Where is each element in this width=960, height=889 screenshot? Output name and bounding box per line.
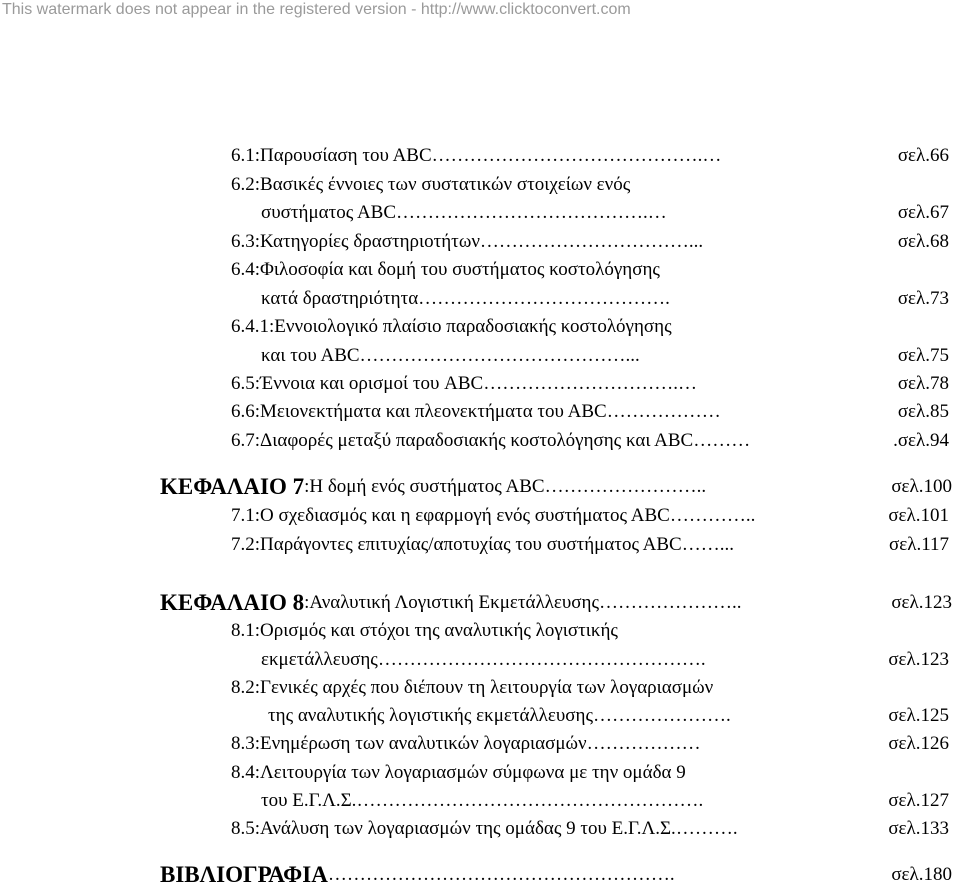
page-number: σελ.125 — [888, 705, 949, 726]
entry-title: 8.3:Ενημέρωση των αναλυτικών λογαριασμών — [231, 733, 587, 754]
toc-entry-6-4-line2[interactable] — [261, 286, 949, 312]
page-number: σελ.101 — [888, 505, 949, 526]
entry-title: 8.2:Γενικές αρχές που διέπουν τη λειτουργία των λογαριασμών — [231, 677, 714, 698]
page-number: σελ.78 — [897, 373, 949, 394]
toc-chapter-8[interactable] — [160, 588, 952, 618]
chapter-title: :Η δομή ενός συστήματος ΑΒC — [304, 476, 545, 497]
leader-dots: ………………………………………………. — [356, 790, 704, 811]
page-number: σελ.66 — [897, 145, 949, 166]
toc-entry-8-4-line2[interactable] — [261, 788, 949, 814]
page-number: σελ.85 — [897, 401, 949, 422]
leader-dots: ……………………………………………. — [377, 649, 706, 670]
toc-bibliography[interactable] — [160, 860, 952, 889]
chapter-label: ΚΕΦΑΛΑΙΟ 8 — [160, 590, 305, 615]
toc-entry-6-2-line2[interactable] — [261, 200, 949, 226]
toc-entry-8-3[interactable] — [231, 731, 949, 757]
page-number: σελ.123 — [891, 592, 952, 613]
entry-title: 7.2:Παράγοντες επιτυχίας/αποτυχίας του συστήματος ΑΒC — [231, 534, 682, 555]
entry-title: 6.4.1:Εννοιολογικό πλαίσιο παραδοσιακής κοστολόγησης — [231, 316, 672, 337]
entry-title: του Ε.Γ.Λ.Σ. — [261, 790, 357, 811]
entry-title: 6.1:Παρουσίαση του ΑΒC — [231, 145, 432, 166]
page-number: σελ.180 — [891, 864, 952, 885]
leader-dots: ……………… — [606, 401, 721, 422]
toc-entry-7-2[interactable] — [231, 532, 949, 558]
toc-entry-6-5[interactable] — [231, 371, 949, 397]
entry-title: της αναλυτικής λογιστικής εκμετάλλευσης — [268, 705, 593, 726]
leader-dots: ……... — [681, 534, 734, 555]
leader-dots: ……… — [693, 430, 751, 451]
toc-entry-6-2-line1[interactable] — [231, 172, 949, 198]
chapter-label: ΚΕΦΑΛΑΙΟ 7 — [160, 474, 305, 499]
entry-title: κατά δραστηριότητα — [261, 288, 419, 309]
leader-dots: ………………………………………………. — [327, 864, 675, 885]
page-number: σελ.117 — [889, 534, 949, 555]
page-number: σελ.67 — [897, 202, 949, 223]
leader-dots: ……………………………………... — [359, 345, 640, 366]
toc-entry-7-1[interactable] — [231, 503, 949, 529]
leader-dots: …………………….. — [544, 476, 707, 497]
entry-title: και του ΑΒC — [261, 345, 360, 366]
leader-dots: ………………….. — [598, 592, 742, 613]
page-number: σελ.126 — [888, 733, 949, 754]
page-number: σελ.73 — [897, 288, 949, 309]
entry-title: 6.2:Βασικές έννοιες των συστατικών στοιχείων ενός — [231, 174, 631, 195]
entry-title: εκμετάλλευσης — [261, 649, 378, 670]
toc-entry-6-4-1-line1[interactable] — [231, 314, 949, 340]
leader-dots: …………………. — [592, 705, 731, 726]
toc-entry-8-2-line2[interactable] — [268, 703, 949, 729]
page-number: σελ.133 — [888, 818, 949, 839]
toc-entry-8-5[interactable] — [231, 816, 949, 842]
page-number: σελ.127 — [888, 790, 949, 811]
watermark-text: This watermark does not appear in the registered version - http://www.clicktoconvert.com — [2, 1, 631, 18]
bibliography-label: ΒΙΒΛΙΟΓΡΑΦΙΑ — [160, 862, 328, 887]
leader-dots: …………………………………….… — [431, 145, 722, 166]
toc-entry-6-3[interactable] — [231, 229, 949, 255]
entry-title: 8.5:Ανάλυση των λογαριασμών της ομάδας 9 του Ε.Γ.Λ.Σ. — [231, 818, 676, 839]
entry-title: συστήματος ΑΒC — [261, 202, 397, 223]
toc-chapter-7[interactable] — [160, 472, 952, 502]
page-number: σελ.123 — [888, 649, 949, 670]
toc-entry-6-7[interactable] — [231, 428, 949, 454]
entry-title: 6.5:Έννοια και ορισμοί του ABC — [231, 373, 484, 394]
page-number: σελ.100 — [891, 476, 952, 497]
toc-entry-8-4-line1[interactable] — [231, 760, 949, 786]
entry-title: 6.3:Κατηγορίες δραστηριοτήτων — [231, 231, 480, 252]
leader-dots: ……………………………... — [479, 231, 704, 252]
page-number: σελ.75 — [897, 345, 949, 366]
toc-entry-8-1-line2[interactable] — [261, 647, 949, 673]
chapter-title: :Αναλυτική Λογιστική Εκμετάλλευσης — [304, 592, 599, 613]
entry-title: 8.1:Ορισμός και στόχοι της αναλυτικής λογιστικής — [231, 620, 618, 641]
entry-title: 8.4:Λειτουργία των λογαριασμών σύμφωνα με την ομάδα 9 — [231, 762, 686, 783]
toc-entry-8-2-line1[interactable] — [231, 675, 949, 701]
toc-entry-6-1[interactable] — [231, 143, 949, 169]
entry-title: 6.7:Διαφορές μεταξύ παραδοσιακής κοστολόγησης και ΑΒC — [231, 430, 694, 451]
leader-dots: ……………… — [586, 733, 701, 754]
entry-title: 7.1:Ο σχεδιασμός και η εφαρμογή ενός συστήματος ΑΒC — [231, 505, 670, 526]
toc-entry-6-4-line1[interactable] — [231, 257, 949, 283]
entry-title: 6.6:Μειονεκτήματα και πλεονεκτήματα του ΑΒC — [231, 401, 607, 422]
page-number: .σελ.94 — [893, 430, 949, 451]
leader-dots: ………………………….… — [483, 373, 697, 394]
leader-dots: ………….. — [669, 505, 756, 526]
leader-dots: ………………………………….… — [396, 202, 667, 223]
leader-dots: ………. — [675, 818, 738, 839]
page-number: σελ.68 — [897, 231, 949, 252]
entry-title: 6.4:Φιλοσοφία και δομή του συστήματος κοστολόγησης — [231, 259, 660, 280]
leader-dots: …………………………………. — [418, 288, 670, 309]
toc-entry-6-4-1-line2[interactable] — [261, 343, 949, 369]
toc-entry-8-1-line1[interactable] — [231, 618, 949, 644]
toc-entry-6-6[interactable] — [231, 399, 949, 425]
